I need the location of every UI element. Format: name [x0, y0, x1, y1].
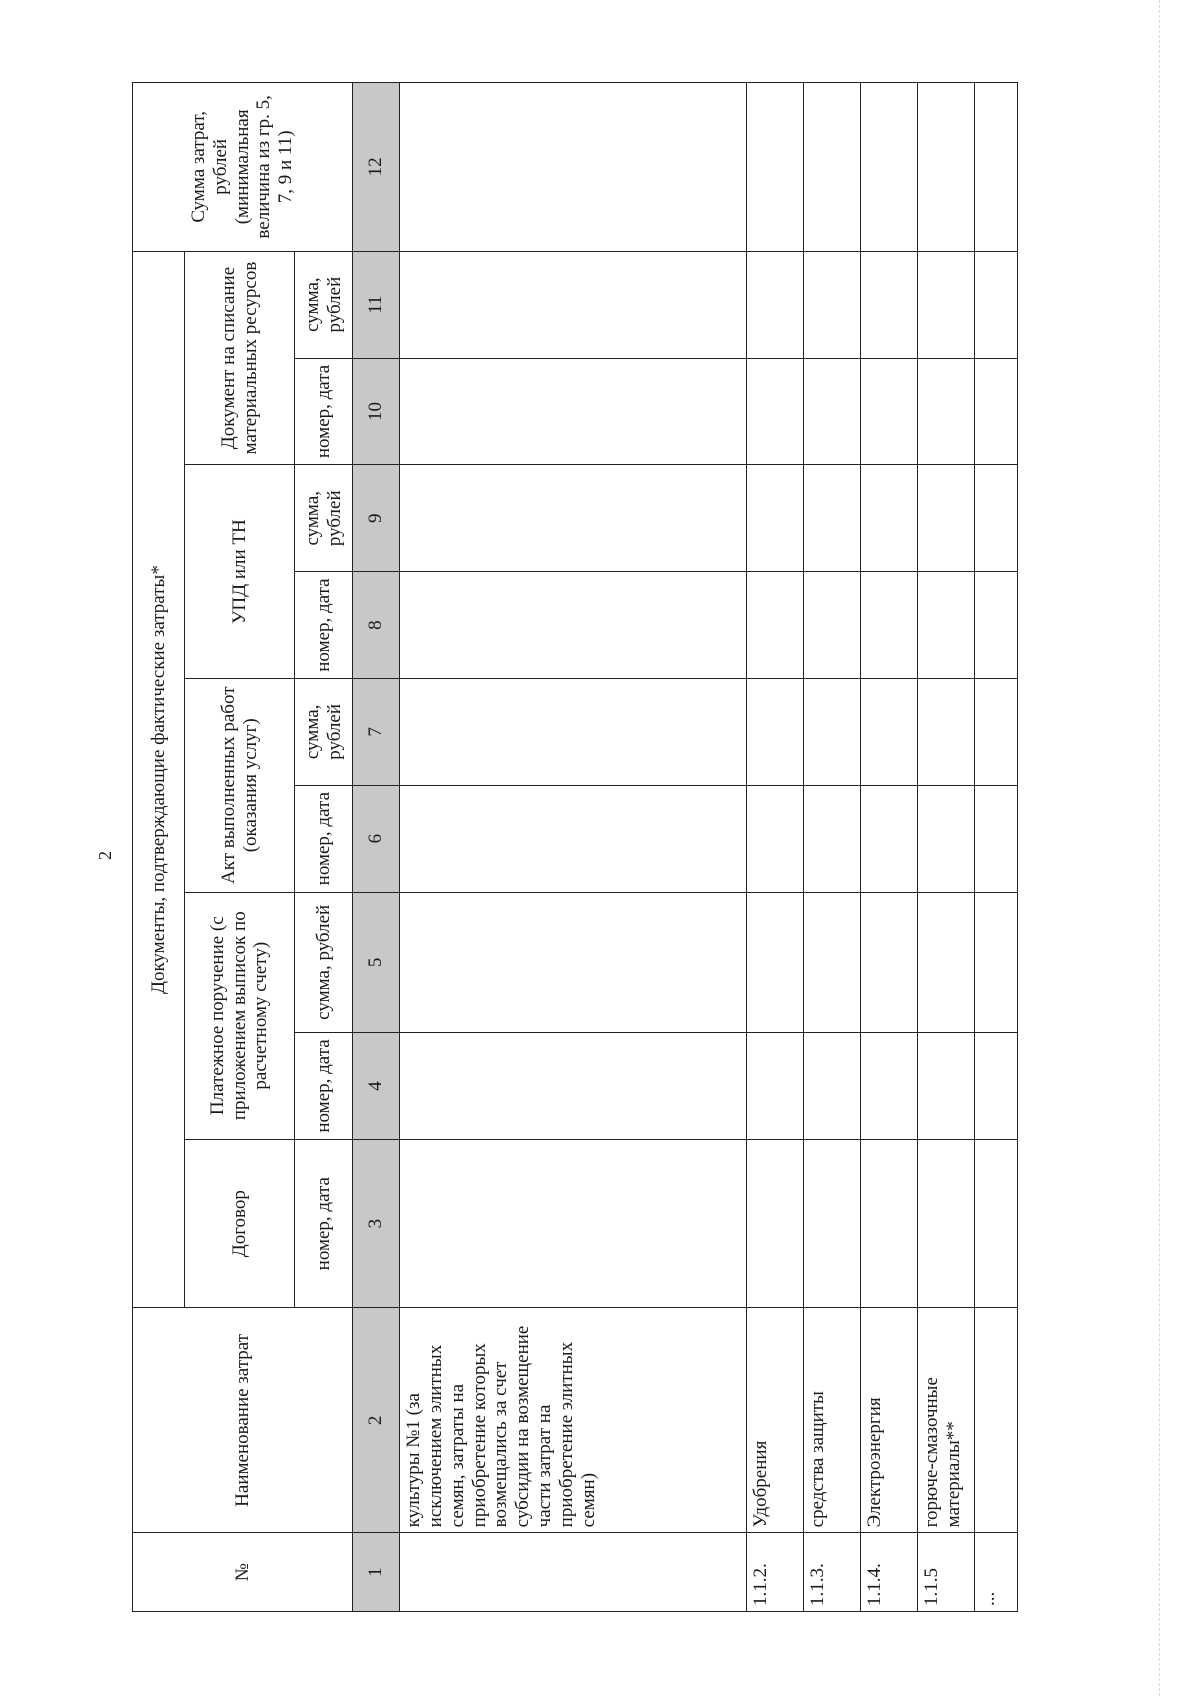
column-number: 9	[353, 465, 400, 572]
row-number: 1.1.4.	[861, 1533, 918, 1612]
empty-cell	[747, 678, 804, 785]
subheader-upd-number: номер, дата	[295, 572, 353, 679]
empty-cell	[975, 892, 1018, 1033]
expense-name: Удобрения	[747, 1308, 804, 1533]
column-number: 2	[353, 1308, 400, 1533]
table-row	[747, 83, 804, 1612]
empty-cell	[804, 572, 861, 679]
table-row	[400, 83, 747, 1612]
empty-cell	[804, 1139, 861, 1308]
header-act: Акт выполненных работ (оказания услуг)	[185, 678, 295, 892]
empty-cell	[918, 572, 975, 679]
empty-cell	[861, 465, 918, 572]
table-row	[804, 83, 861, 1612]
empty-cell	[747, 572, 804, 679]
expense-name: Электроэнергия	[861, 1308, 918, 1533]
empty-cell	[804, 785, 861, 892]
column-number: 10	[353, 358, 400, 465]
empty-cell	[400, 358, 747, 465]
empty-cell	[861, 1033, 918, 1140]
empty-cell	[975, 1033, 1018, 1140]
row-number: ...	[975, 1533, 1018, 1612]
page-number: 2	[95, 851, 115, 860]
row-number: 1.1.3.	[804, 1533, 861, 1612]
subheader-payment-number: номер, дата	[295, 1033, 353, 1140]
empty-cell	[804, 678, 861, 785]
empty-cell	[400, 1139, 747, 1308]
column-number: 6	[353, 785, 400, 892]
empty-cell	[975, 678, 1018, 785]
subheader-contract: номер, дата	[295, 1139, 353, 1308]
empty-cell	[400, 785, 747, 892]
empty-cell	[400, 465, 747, 572]
empty-cell	[975, 83, 1018, 252]
header-contract: Договор	[185, 1139, 295, 1308]
empty-cell	[861, 678, 918, 785]
empty-cell	[975, 251, 1018, 358]
subheader-upd-sum: сумма, рублей	[295, 465, 353, 572]
header-no: №	[133, 1533, 353, 1612]
empty-cell	[747, 785, 804, 892]
column-number: 5	[353, 892, 400, 1033]
empty-cell	[747, 892, 804, 1033]
column-number: 11	[353, 251, 400, 358]
table-row	[975, 83, 1018, 1612]
header-total: Сумма затрат, рублей (минимальная величина из гр. 5, 7, 9 и 11)	[133, 83, 353, 252]
empty-cell	[747, 465, 804, 572]
empty-cell	[975, 465, 1018, 572]
empty-cell	[861, 358, 918, 465]
rotated-table-container	[132, 82, 1092, 1612]
empty-cell	[747, 358, 804, 465]
row-number	[400, 1533, 747, 1612]
empty-cell	[918, 1139, 975, 1308]
empty-cell	[975, 572, 1018, 679]
expense-name: горюче-смазочные материалы**	[918, 1308, 975, 1533]
header-writeoff: Документ на списание материальных ресурсов	[185, 251, 295, 465]
subheader-writeoff-sum: сумма, рублей	[295, 251, 353, 358]
empty-cell	[400, 1033, 747, 1140]
empty-cell	[400, 251, 747, 358]
empty-cell	[861, 572, 918, 679]
empty-cell	[918, 465, 975, 572]
empty-cell	[861, 83, 918, 252]
column-number: 8	[353, 572, 400, 679]
empty-cell	[918, 892, 975, 1033]
empty-cell	[975, 785, 1018, 892]
empty-cell	[804, 1033, 861, 1140]
empty-cell	[918, 83, 975, 252]
header-upd: УПД или ТН	[185, 465, 295, 679]
subheader-payment-sum: сумма, рублей	[295, 892, 353, 1033]
expense-name: средства защиты	[804, 1308, 861, 1533]
empty-cell	[918, 358, 975, 465]
empty-cell	[918, 785, 975, 892]
subheader-writeoff-number: номер, дата	[295, 358, 353, 465]
row-number: 1.1.2.	[747, 1533, 804, 1612]
empty-cell	[861, 892, 918, 1033]
empty-cell	[861, 785, 918, 892]
empty-cell	[918, 678, 975, 785]
empty-cell	[400, 678, 747, 785]
subheader-act-sum: сумма, рублей	[295, 678, 353, 785]
column-number: 1	[353, 1533, 400, 1612]
empty-cell	[861, 251, 918, 358]
column-number: 7	[353, 678, 400, 785]
empty-cell	[747, 1033, 804, 1140]
empty-cell	[400, 83, 747, 252]
expenses-table	[132, 82, 1018, 1612]
subheader-act-number: номер, дата	[295, 785, 353, 892]
column-number-row	[353, 83, 400, 1612]
column-number: 3	[353, 1139, 400, 1308]
row-number: 1.1.5	[918, 1533, 975, 1612]
empty-cell	[975, 358, 1018, 465]
expense-name	[975, 1308, 1018, 1533]
scan-edge-mark	[1158, 0, 1160, 1696]
empty-cell	[747, 251, 804, 358]
empty-cell	[804, 892, 861, 1033]
empty-cell	[804, 251, 861, 358]
table-row	[918, 83, 975, 1612]
column-number: 4	[353, 1033, 400, 1140]
empty-cell	[804, 358, 861, 465]
empty-cell	[975, 1139, 1018, 1308]
empty-cell	[400, 892, 747, 1033]
header-payment: Платежное поручение (с приложением выписок по расчетному счету)	[185, 892, 295, 1139]
empty-cell	[804, 465, 861, 572]
table-row	[861, 83, 918, 1612]
empty-cell	[804, 83, 861, 252]
empty-cell	[918, 251, 975, 358]
empty-cell	[400, 572, 747, 679]
empty-cell	[918, 1033, 975, 1140]
column-number: 12	[353, 83, 400, 252]
empty-cell	[747, 1139, 804, 1308]
expense-name: культуры №1 (за исключением элитных семян, затраты на приобретение которых возмещались за счет субсидии на возмещение части затрат на приобретение элитных семян)	[400, 1308, 747, 1533]
header-name: Наименование затрат	[133, 1308, 353, 1533]
empty-cell	[861, 1139, 918, 1308]
header-docs-group: Документы, подтверждающие фактические затраты*	[133, 251, 185, 1308]
empty-cell	[747, 83, 804, 252]
